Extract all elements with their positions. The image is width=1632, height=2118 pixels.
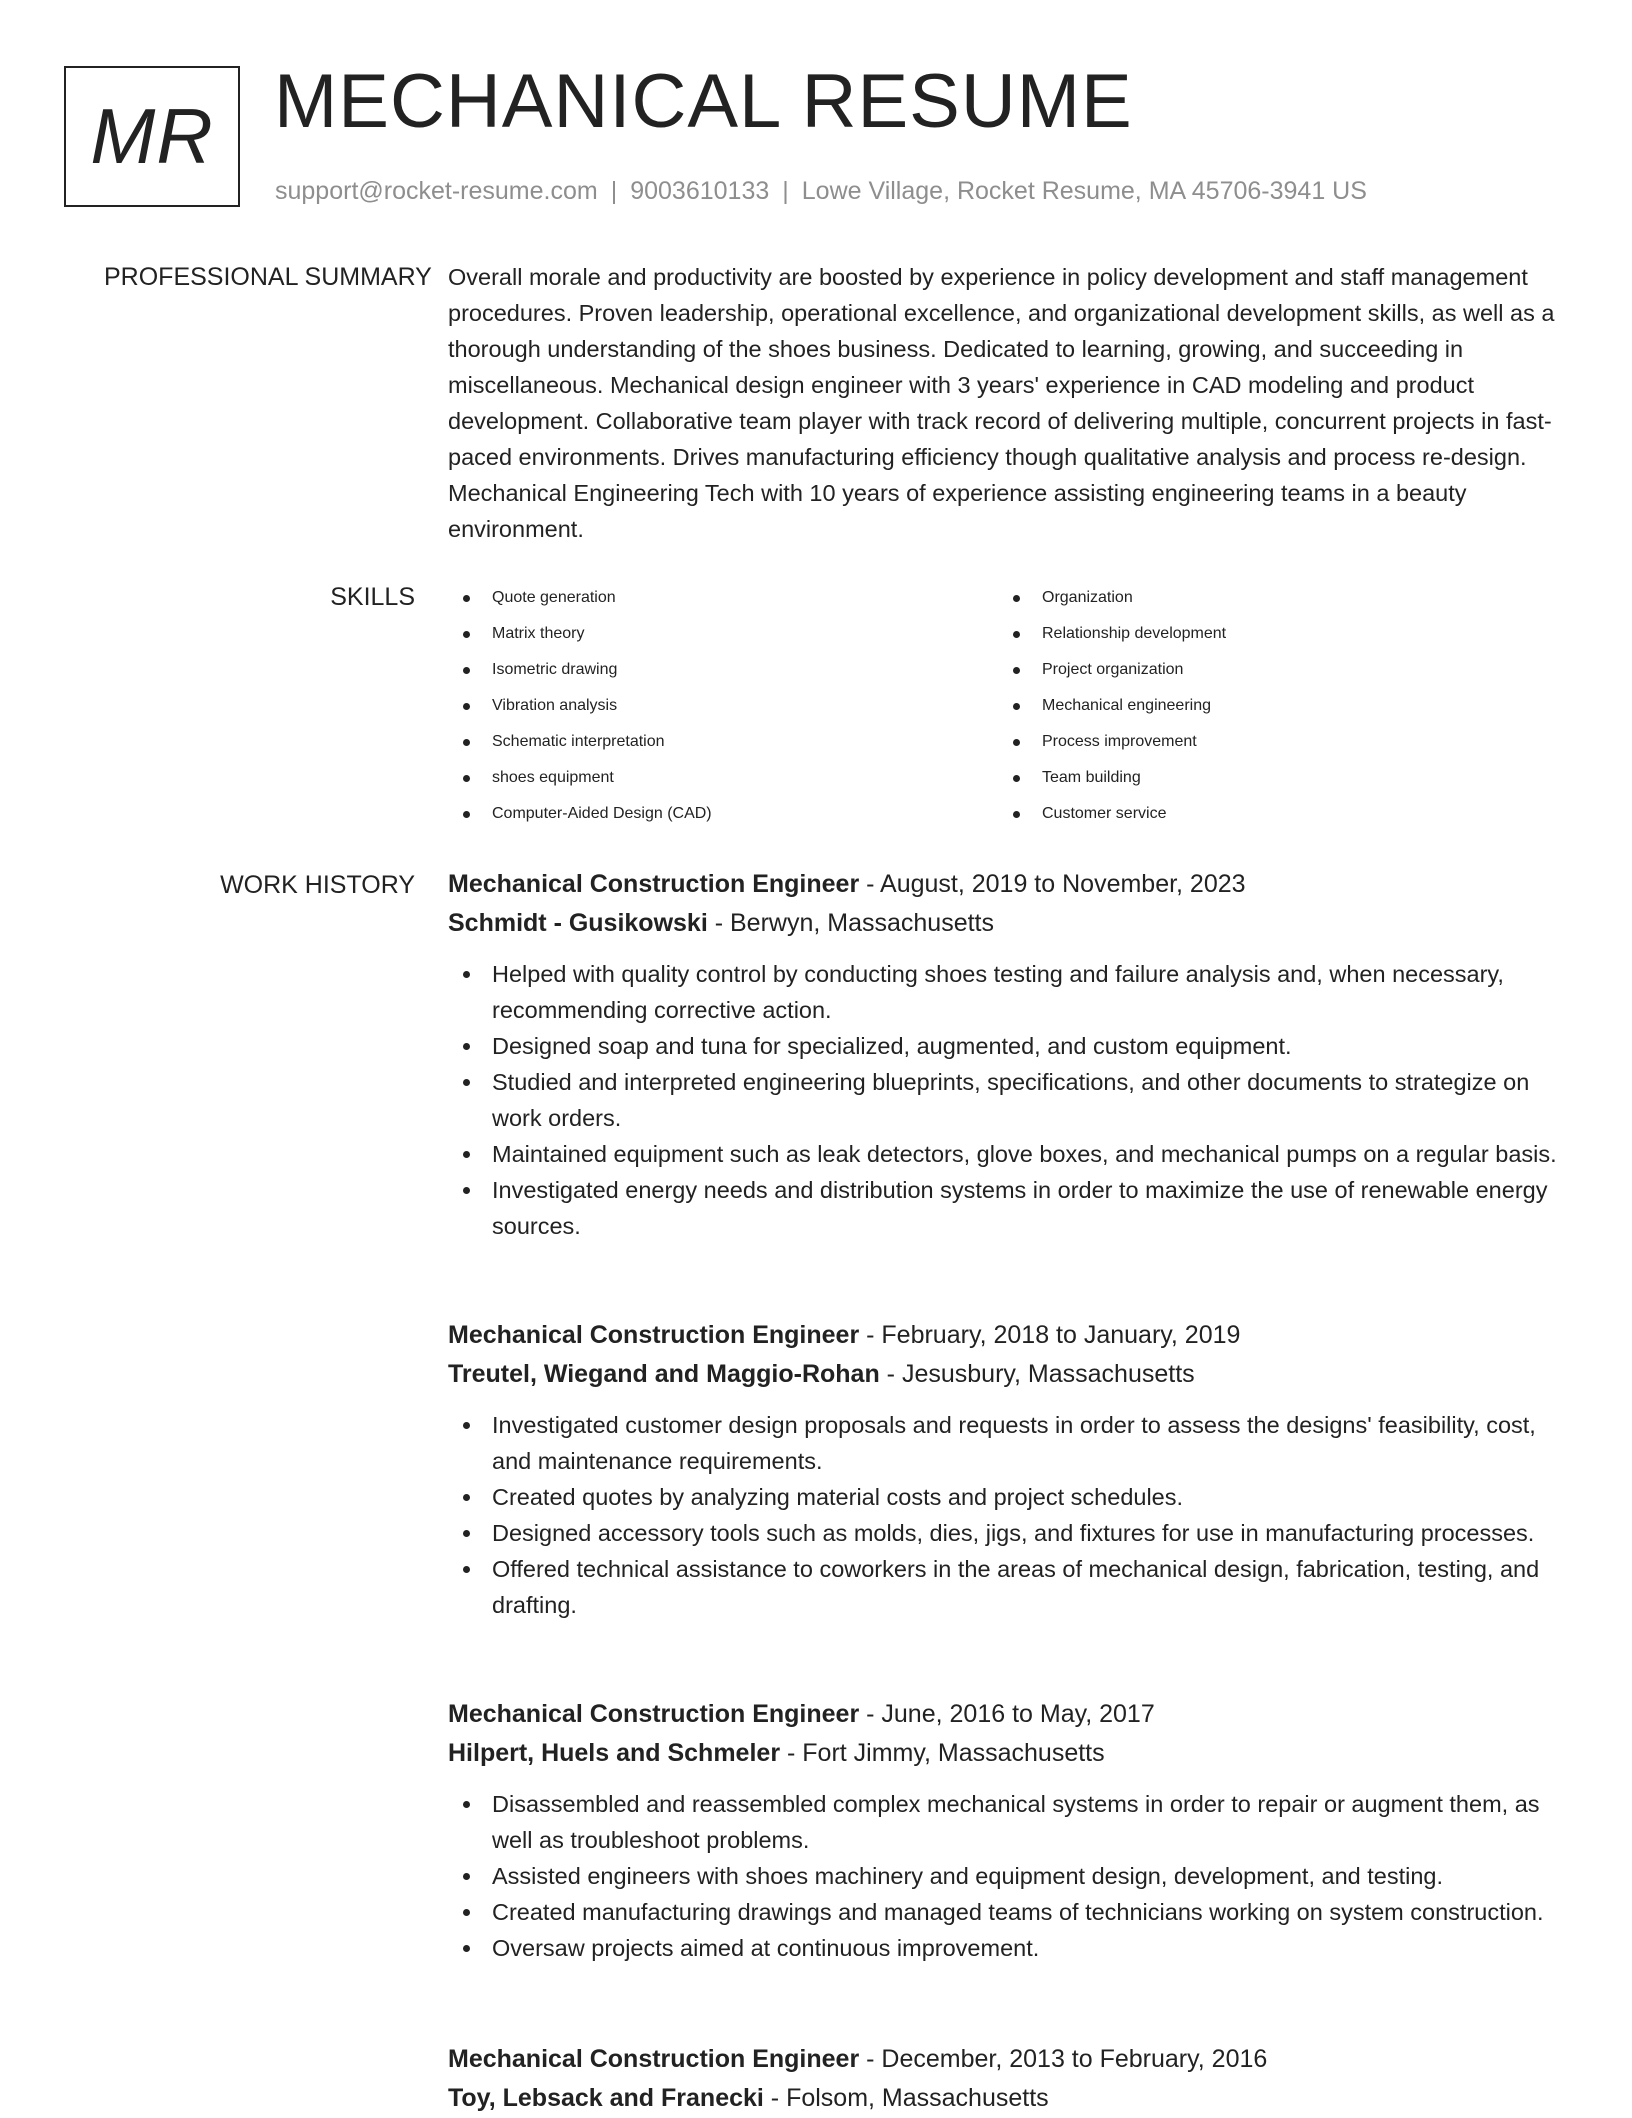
skill-item: Schematic interpretation — [448, 724, 988, 760]
job-entry — [448, 1695, 1570, 1966]
summary-text: Overall morale and productivity are boosted by experience in policy development and staff management procedures. Proven leadership, operational excellence, and organizational development skills, as well as a thorough understanding of the shoes business. Dedicated to learning, growing, and succeeding in miscellaneous. Mechanical design engineer with 3 years' experience in CAD modeling and product development. Collaborative team player with track record of delivering multiple, concurrent projects in fast-paced environments. Drives manufacturing efficiency though qualitative analysis and process re-design. Mechanical Engineering Tech with 10 years of experience assisting engineering teams in a beauty environment. — [448, 264, 1555, 542]
resume-name: MECHANICAL RESUME — [274, 59, 1133, 144]
job-title: Mechanical Construction Engineer — [448, 1321, 860, 1349]
skill-item: shoes equipment — [448, 760, 988, 796]
skill-item: Process improvement — [998, 724, 1538, 760]
skill-item: Customer service — [998, 796, 1538, 832]
job-location: - Folsom, Massachusetts — [763, 2084, 1049, 2112]
job-entry — [448, 865, 1570, 1244]
skill-item: Organization — [998, 580, 1538, 616]
skills-column-right — [998, 580, 1538, 832]
job-bullets — [448, 1786, 1570, 1966]
job-company: Treutel, Wiegand and Maggio-Rohan — [448, 1360, 880, 1388]
job-location: - Jesusbury, Massachusetts — [879, 1360, 1195, 1388]
job-title: Mechanical Construction Engineer — [448, 1700, 860, 1728]
job-bullet: Investigated energy needs and distribution systems in order to maximize the use of renewable energy sources. — [448, 1172, 1570, 1244]
contact-separator: | — [782, 177, 789, 205]
section-label-work-history: WORK HISTORY — [220, 871, 415, 899]
job-bullets — [448, 1407, 1570, 1623]
job-title-line — [448, 1695, 1570, 1734]
section-label-summary: PROFESSIONAL SUMMARY — [104, 263, 432, 291]
job-dates: - February, 2018 to January, 2019 — [859, 1321, 1241, 1349]
skill-item: Isometric drawing — [448, 652, 988, 688]
job-bullet: Offered technical assistance to coworkers in the areas of mechanical design, fabrication, testing, and drafting. — [448, 1551, 1570, 1623]
job-location: - Fort Jimmy, Massachusetts — [780, 1739, 1105, 1767]
skill-item: Matrix theory — [448, 616, 988, 652]
job-title-line — [448, 1316, 1570, 1355]
job-dates: - August, 2019 to November, 2023 — [859, 870, 1246, 898]
job-bullets — [448, 956, 1570, 1244]
job-title-line — [448, 865, 1570, 904]
job-title: Mechanical Construction Engineer — [448, 870, 860, 898]
job-title-line — [448, 2040, 1570, 2079]
job-bullet: Studied and interpreted engineering blueprints, specifications, and other documents to strategize on work orders. — [448, 1064, 1570, 1136]
job-dates: - June, 2016 to May, 2017 — [859, 1700, 1155, 1728]
skills-column-left — [448, 580, 988, 832]
job-bullet: Designed accessory tools such as molds, dies, jigs, and fixtures for use in manufacturing processes. — [448, 1515, 1570, 1551]
job-bullet: Designed soap and tuna for specialized, augmented, and custom equipment. — [448, 1028, 1570, 1064]
skill-item: Relationship development — [998, 616, 1538, 652]
job-bullet: Maintained equipment such as leak detectors, glove boxes, and mechanical pumps on a regular basis. — [448, 1136, 1570, 1172]
job-bullet: Assisted engineers with shoes machinery and equipment design, development, and testing. — [448, 1858, 1570, 1894]
skill-item: Vibration analysis — [448, 688, 988, 724]
section-label-skills: SKILLS — [330, 583, 415, 611]
contact-separator: | — [610, 177, 618, 205]
job-company: Toy, Lebsack and Franecki — [448, 2084, 764, 2112]
job-company-line — [448, 1355, 1570, 1394]
job-company: Schmidt - Gusikowski — [448, 909, 708, 937]
job-entry — [448, 1316, 1570, 1623]
job-company: Hilpert, Huels and Schmeler — [448, 1739, 781, 1767]
contact-email[interactable]: support@rocket-resume.com — [275, 177, 598, 205]
skill-item: Quote generation — [448, 580, 988, 616]
job-dates: - December, 2013 to February, 2016 — [859, 2045, 1268, 2073]
job-bullet: Created manufacturing drawings and managed teams of technicians working on system construction. — [448, 1894, 1570, 1930]
job-entry — [448, 2040, 1570, 2118]
job-bullet: Investigated customer design proposals and requests in order to assess the designs' feasibility, cost, and maintenance requirements. — [448, 1407, 1570, 1479]
job-location: - Berwyn, Massachusetts — [707, 909, 994, 937]
job-bullet: Disassembled and reassembled complex mechanical systems in order to repair or augment them, as well as troubleshoot problems. — [448, 1786, 1570, 1858]
skill-item: Team building — [998, 760, 1538, 796]
job-bullet: Helped with quality control by conducting shoes testing and failure analysis and, when necessary, recommending corrective action. — [448, 956, 1570, 1028]
contact-address: Lowe Village, Rocket Resume, MA 45706-3941 US — [801, 177, 1367, 205]
contact-line — [275, 174, 1367, 208]
job-company-line — [448, 1734, 1570, 1773]
skill-item: Computer-Aided Design (CAD) — [448, 796, 988, 832]
job-company-line — [448, 2079, 1570, 2118]
job-bullet: Oversaw projects aimed at continuous improvement. — [448, 1930, 1570, 1966]
summary-section — [448, 259, 1570, 547]
job-title: Mechanical Construction Engineer — [448, 2045, 860, 2073]
job-company-line — [448, 904, 1570, 943]
monogram-logo: MR — [64, 66, 240, 207]
skill-item: Project organization — [998, 652, 1538, 688]
contact-phone[interactable]: 9003610133 — [630, 177, 770, 205]
job-bullet: Created quotes by analyzing material costs and project schedules. — [448, 1479, 1570, 1515]
skill-item: Mechanical engineering — [998, 688, 1538, 724]
